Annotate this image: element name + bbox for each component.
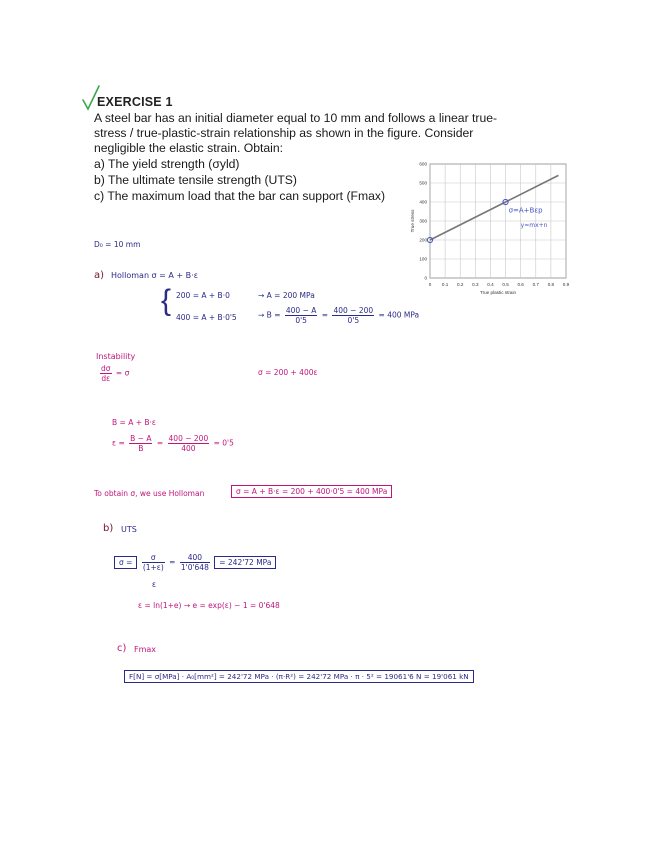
x-axis-label: True plastic strain [479,290,517,295]
equation-2: 400 = A + B·0'5 [176,313,237,322]
y-tick-label: 100 [419,256,427,262]
y-tick-label: 400 [419,199,427,205]
fraction-b-1: $\frac{400 - A}{0'5}$ [285,306,317,325]
obtain-sigma-text: To obtain σ, we use Holloman [94,489,205,498]
statement-line-2: stress / true-plastic-strain relationship as shown in the figure. Consider [94,126,474,140]
x-tick-label: 0.5 [502,282,509,287]
y-tick-label: 200 [419,237,427,243]
statement-line-1: A steel bar has an initial diameter equal to 10 mm and follows a linear true- [94,111,498,125]
max-load-result: F[N] = σ[MPa] · A₀[mm²] = 242'72 MPa · (π·R²) = 242'72 MPa · π · 5² = 19061'6 N = 19'061 kN [124,670,474,683]
x-tick-label: 0.4 [487,282,494,287]
x-tick-label: 0.1 [441,282,449,287]
x-tick-label: 0.3 [472,282,479,287]
x-tick-label: 0.6 [517,282,524,287]
x-tick-label: 0.8 [547,282,555,287]
y-tick-label: 500 [419,180,427,186]
x-tick-label: 0.7 [532,282,539,287]
uts-epsilon-symbol: ε [152,580,157,589]
instability-title: Instability [96,352,136,361]
strain-relation: ε = ln(1+e) → e = exp(ε) − 1 = 0'648 [138,601,280,610]
yield-strength-result: σ = A + B·ε = 200 + 400·0'5 = 400 MPa [231,485,392,498]
uts-result-box: = 242'72 MPa [214,556,276,569]
uts-lhs-box: σ = [114,556,137,569]
equation-system-brace: { [161,284,172,317]
statement-item-a: a) The yield strength (σyld) [94,157,240,171]
statement-item-b: b) The ultimate tensile strength (UTS) [94,173,297,187]
y-tick-label: 300 [419,218,427,224]
y-tick-label: 600 [419,161,427,167]
equation-1-result: → A = 200 MPa [258,291,315,300]
stress-strain-chart [408,156,568,302]
part-a-title: Holloman σ = A + B·ε [111,271,199,280]
part-b-title: UTS [121,525,137,534]
exercise-title: EXERCISE 1 [97,95,173,109]
y-tick-label: 0 [424,275,427,281]
fraction-b-2: $\frac{400 - 200}{0'5}$ [333,306,374,325]
x-tick-label: 0.9 [562,282,570,287]
part-a-label: a) [94,270,105,281]
instability-condition: $\frac{d\sigma}{d\varepsilon}$ = σ [101,364,130,383]
x-tick-label: 0.2 [457,282,464,287]
equation-2-derivation: → B = $\frac{400 - A}{0'5}$ = $\frac{400 - 200}{0'5}$ = 400 MPa [258,306,420,325]
epsilon-derivation: ε = $\frac{B - A}{B}$ = $\frac{400 - 200}{400}$ = 0'5 [112,434,234,453]
equation-2-arrow: → B = [258,310,281,320]
statement-line-3: negligible the elastic strain. Obtain: [94,141,284,155]
sigma-equation: σ = 200 + 400ε [258,368,318,377]
part-c-title: Fmax [134,645,157,654]
equation-2-result: = 400 MPa [378,310,420,320]
statement-item-c: c) The maximum load that the bar can support (Fmax) [94,189,386,203]
y-axis-label: True stress [410,209,415,233]
part-b-label: b) [103,523,114,534]
uts-derivation: σ = $\frac{\sigma}{(1+\varepsilon)}$ = $\frac{400}{1'0'648}$ = 242'72 MPa [114,553,276,572]
x-tick-label: 0 [428,282,432,287]
annotation-linear: y=mx+n [520,222,548,230]
annotation-holloman: σ=A+Bεp [508,206,543,215]
b-equation: B = A + B·ε [112,418,156,427]
equation-1: 200 = A + B·0 [176,291,230,300]
part-c-label: c) [117,643,127,654]
initial-diameter: D₀ = 10 mm [94,240,141,249]
